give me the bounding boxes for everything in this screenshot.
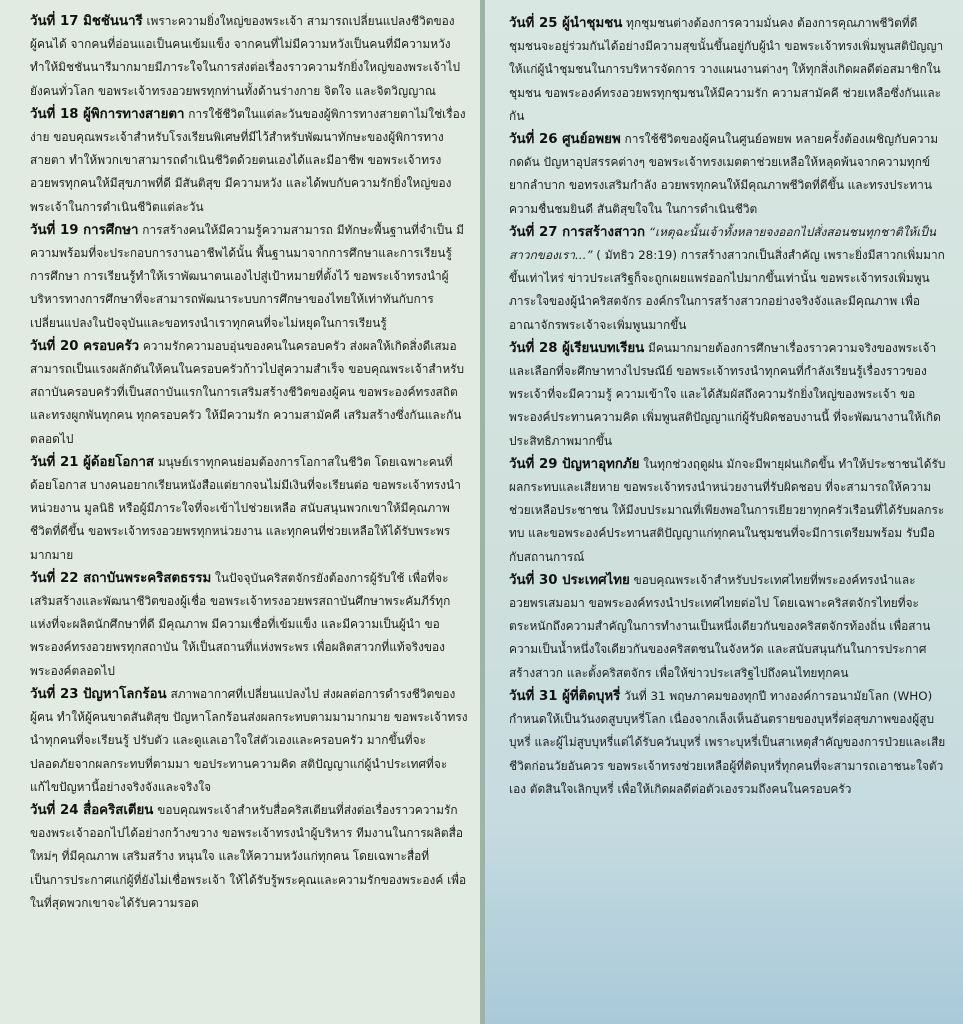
prayer-entry (30, 10, 468, 103)
entry-text: ในทุกช่วงฤดูฝน มักจะมีพายุฝนเกิดขึ้น ทำให้ประชาชนได้รับผลกระทบและเสียหาย ขอพระเจ้าทรงนำหน่วยงานที่รับผิดชอบ ที่จะสามารถให้ความช่วยเหลือประชาชน ให้มีงบประมาณที่เพียงพอในการเยียวยาทุกครัวเรือนที่ได้รับผลกระทบ และขอพระองค์ประทานสติปัญญาแก่ทุกคนในชุมชนที่จะมีการเตรียมพร้อม รับมือกับสถานการณ์ (509, 456, 946, 564)
entry-text: ความรักความอบอุ่นของคนในครอบครัว ส่งผลให้เกิดสิ่งดีเสมอ สามารถเป็นแรงผลักดันให้คนในครอบครัวก้าวไปสู่ความสำเร็จ ขอบคุณพระเจ้าสำหรับสถาบันครอบครัวที่เป็นสถาบันแรกในการเสริมสร้างชีวิตของผู้คน ขอพระองค์ทรงสถิตและทรงผูกพันทุกคน ทุกครอบครัว ให้มีความรัก ความสามัคคี เสริมสร้างซึ่งกันและกันตลอดไป (30, 338, 465, 446)
entry-heading: วันที่ 17 มิชชันนารี (30, 14, 143, 29)
entry-text: การใช้ชีวิตของผู้คนในศูนย์อพยพ หลายครั้งต้องเผชิญกับความกดดัน ปัญหาอุปสรรคต่างๆ ขอพระเจ้าทรงเมตตาช่วยเหลือให้หลุดพ้นจากความทุกข์ยากลำบาก ขอทรงเสริมกำลัง อวยพรทุกคนให้มีคุณภาพชีวิตที่ดีขึ้น และทรงประทานความชื่นชมยินดี สันติสุขใจใน ในการดำเนินชีวิต (509, 132, 939, 216)
entry-heading: วันที่ 20 ครอบครัว (30, 338, 140, 354)
entry-heading: วันที่ 23 ปัญหาโลกร้อน (30, 686, 167, 702)
prayer-entry (509, 12, 949, 128)
prayer-entry (30, 683, 468, 799)
entry-heading: วันที่ 18 ผู้พิการทางสายตา (30, 106, 185, 122)
entry-heading: วันที่ 30 ประเทศไทย (509, 572, 630, 588)
prayer-entry (509, 685, 949, 801)
prayer-entry (30, 451, 468, 567)
entry-heading: วันที่ 19 การศึกษา (30, 222, 139, 238)
entry-heading: วันที่ 26 ศูนย์อพยพ (509, 132, 621, 148)
prayer-entry (509, 453, 949, 569)
entry-text: มนุษย์เราทุกคนย่อมต้องการโอกาสในชีวิต โดยเฉพาะคนที่ด้อยโอกาส บางคนอยากเรียนหนังสือแต่ยากจนไม่มีเงินที่จะเรียนต่อ ขอพระเจ้าทรงนำหน่วยงาน มูลนิธิ หรือผู้มีภาระใจที่จะเข้าไปช่วยเหลือ สนับสนุนพวกเขาให้มีคุณภาพชีวิตที่ดีขึ้น ขอพระเจ้าทรงอวยพรทุกหน่วยงาน และทุกคนที่ช่วยเหลือให้ได้รับพระพรมากมาย (30, 454, 461, 562)
entry-heading: วันที่ 28 ผู้เรียนบทเรียน (509, 340, 645, 356)
entry-quote: “เหตุฉะนั้นเจ้าทั้งหลายจงออกไปสั่งสอนชนทุกชาติให้เป็นสาวกของเรา...” (509, 224, 936, 263)
entry-text: ขอบคุณพระเจ้าสำหรับประเทศไทยที่พระองค์ทรงนำและอวยพรเสมอมา ขอพระองค์ทรงนำประเทศไทยต่อไป โดยเฉพาะคริสตจักรไทยที่จะตระหนักถึงความสำคัญในการทำงานเป็นหนึ่งเดียวกันของคริสตจักรท้องถิ่น เพื่อสานความเป็นน้ำหนึ่งใจเดียวกันของคริสตชนในจังหวัด และสนับสนุนกันในการประกาศ สร้างสาวก และตั้งคริสตจักร เพื่อให้ข่าวประเสริฐไปถึงคนไทยทุกคน (509, 572, 931, 680)
entry-text: ขอบคุณพระเจ้าสำหรับสื่อคริสเตียนที่ส่งต่อเรื่องราวความรักของพระเจ้าออกไปได้อย่างกว้างขวาง ขอพระเจ้าทรงนำผู้บริหาร ทีมงานในการผลิตสื่อใหม่ๆ ที่มีคุณภาพ เสริมสร้าง หนุนใจ และให้ความหวังแก่ทุกคน โดยเฉพาะสื่อที่เป็นการประกาศแก่ผู้ที่ยังไม่เชื่อพระเจ้า ให้ได้รับรู้พระคุณและความรักของพระองค์ เพื่อในที่สุดพวกเขาจะได้รับความรอด (30, 802, 467, 910)
entry-heading: วันที่ 22 สถาบันพระคริสตธรรม (30, 570, 212, 586)
entry-text: การสร้างคนให้มีความรู้ความสามารถ มีทักษะพื้นฐานที่จำเป็น มีความพร้อมที่จะประกอบการงานอาชีพได้นั้น พื้นฐานมาจากการศึกษาและการเรียนรู้ การศึกษา การเรียนรู้ทำให้เราพัฒนาตนเองไปสู่เป้าหมายที่ตั้งไว้ ขอพระเจ้าทรงนำผู้บริหารทางการศึกษาที่จะสามารถพัฒนาระบบการศึกษาของไทยให้เท่าทันกับการเปลี่ยนแปลงในปัจจุบันและขอทรงนำเราทุกคนที่จะไม่หยุดในการเรียนรู้ (30, 222, 464, 330)
entry-text: ในปัจจุบันคริสตจักรยังต้องการผู้รับใช้ เพื่อที่จะเสริมสร้างและพัฒนาชีวิตของผู้เชื่อ ขอพระเจ้าทรงอวยพรสถาบันศึกษาพระคัมภีร์ทุกแห่งที่จะผลิตนักศึกษาที่ดี มีคุณภาพ มีความเชื่อที่เข้มแข็ง และมีความเป็นผู้นำ ขอพระองค์ทรงอวยพรทุกสถาบัน ให้เป็นสถานที่แห่งพระพร เพื่อผลิตสาวกที่แท้จริงของพระองค์ตลอดไป (30, 570, 451, 678)
entry-heading: วันที่ 27 การสร้างสาวก (509, 224, 646, 240)
entry-text: มีคนมากมายต้องการศึกษาเรื่องราวความจริงของพระเจ้า และเลือกที่จะศึกษาทางไปรษณีย์ ขอพระเจ้าทรงนำทุกคนที่กำลังเรียนรู้เรื่องราวของพระเจ้าที่จะมีความรู้ ความเข้าใจ และได้สัมผัสถึงความรักยิ่งใหญ่ของพระเจ้า ขอพระองค์ประทานความคิด เพิ่มพูนสติปัญญาแก่ผู้รับผิดชอบงานนี้ ที่จะพัฒนางานให้เกิดประสิทธิภาพมากขึ้น (509, 340, 941, 448)
entry-text: การใช้ชีวิตในแต่ละวันของผู้พิการทางสายตาไม่ใช่เรื่องง่าย ขอบคุณพระเจ้าสำหรับโรงเรียนพิเศษที่มีไว้สำหรับพัฒนาทักษะของผู้พิการทางสายตา ทำให้พวกเขาสามารถดำเนินชีวิตด้วยตนเองได้และมีอาชีพ ขอพระเจ้าทรงอวยพรทุกคนให้มีสุขภาพที่ดี มีสันติสุข มีความหวัง และได้พบกับความรักยิ่งใหญ่ของพระเจ้าในการดำเนินชีวิตแต่ละวัน (30, 106, 466, 214)
prayer-entry (30, 567, 468, 683)
left-column (0, 0, 480, 1024)
right-column (485, 0, 963, 1024)
entry-heading: วันที่ 24 สื่อคริสเตียน (30, 802, 154, 818)
entry-text: เพราะความยิ่งใหญ่ของพระเจ้า สามารถเปลี่ยนแปลงชีวิตของผู้คนได้ จากคนที่อ่อนแอเป็นคนเข้มแข็ง จากคนที่ไม่มีความหวังเป็นคนที่มีความหวัง ทำให้มิชชันนารีมากมายมีภาระใจในการส่งต่อเรื่องราวความรักยิ่งใหญ่ของพระเจ้าไปยังคนทั่วโลก ขอพระเจ้าทรงอวยพรทุกท่านทั้งด้านร่างกาย จิตใจ และจิตวิญญาณ (30, 14, 461, 98)
entry-text: ( มัทธิว 28:19) การสร้างสาวกเป็นสิ่งสำคัญ เพราะยิ่งมีสาวกเพิ่มมากขึ้นเท่าไหร่ ข่าวประเสริฐก็จะถูกเผยแพร่ออกไปมากขึ้นเท่านั้น ขอพระเจ้าทรงเพิ่มพูนภาระใจของผู้นำคริสตจักร องค์กรในการสร้างสาวกอย่างจริงจังและมีคุณภาพ เพื่ออาณาจักรพระเจ้าจะเพิ่มพูนมากขึ้น (509, 248, 945, 332)
prayer-entry (509, 569, 949, 685)
entry-heading: วันที่ 29 ปัญหาอุทกภัย (509, 456, 640, 472)
entry-text: วันที่ 31 พฤษภาคมของทุกปี ทางองค์การอนามัยโลก (WHO) กำหนดให้เป็นวันงดสูบบุหรี่โลก เนื่องจากเล็งเห็นอันตรายของบุหรี่ต่อสุขภาพของผู้สูบบุหรี่ และผู้ไม่สูบบุหรี่แต่ได้รับควันบุหรี่ เพราะบุหรี่เป็นสาเหตุสำคัญของการป่วยและเสียชีวิตก่อนวัยอันควร ขอพระเจ้าทรงช่วยเหลือผู้ที่ติดบุหรี่ทุกคนที่จะสามารถเอาชนะใจตัวเอง ตัดสินใจเลิกบุหรี่ เพื่อให้เกิดผลดีต่อตัวเองรวมถึงคนในครอบครัว (509, 688, 946, 796)
prayer-entry (509, 128, 949, 221)
prayer-entry (509, 221, 949, 337)
entry-heading: วันที่ 21 ผู้ด้อยโอกาส (30, 454, 155, 470)
prayer-entry (30, 335, 468, 451)
entry-text: สภาพอากาศที่เปลี่ยนแปลงไป ส่งผลต่อการดำรงชีวิตของผู้คน ทำให้ผู้คนขาดสันติสุข ปัญหาโลกร้อนส่งผลกระทบตามมามากมาย ขอพระเจ้าทรงนำทุกคนที่จะเรียนรู้ ปรับตัว และดูแลเอาใจใส่ตัวเองและครอบครัว มากขึ้นที่จะปลอดภัยจากผลกระทบที่ตามมา ขอประทานความคิด สติปัญญาแก่ผู้นำประเทศที่จะแก้ไขปัญหานี้อย่างจริงจังและจริงใจ (30, 686, 468, 794)
prayer-entry (509, 337, 949, 453)
prayer-entry (30, 219, 468, 335)
prayer-entry (30, 103, 468, 219)
prayer-entry (30, 799, 468, 915)
entry-heading: วันที่ 31 ผู้ที่ติดบุหรี่ (509, 688, 621, 704)
entry-text: ทุกชุมชนต่างต้องการความมั่นคง ต้องการคุณภาพชีวิตที่ดีชุมชนจะอยู่ร่วมกันได้อย่างมีความสุขนั้นขึ้นอยู่กับผู้นำ ขอพระเจ้าทรงเพิ่มพูนสติปัญญาให้แก่ผู้นำชุมชนในการบริหารจัดการ วางแผนงานต่างๆ ให้ทุกสิ่งเกิดผลดีต่อสมาชิกในชุมชน ขอพระองค์ทรงอวยพรทุกชุมชนให้มีความรัก ความสามัคคี ช่วยเหลือซึ่งกันและกัน (509, 16, 944, 123)
entry-heading: วันที่ 25 ผู้นำชุมชน (509, 16, 623, 31)
